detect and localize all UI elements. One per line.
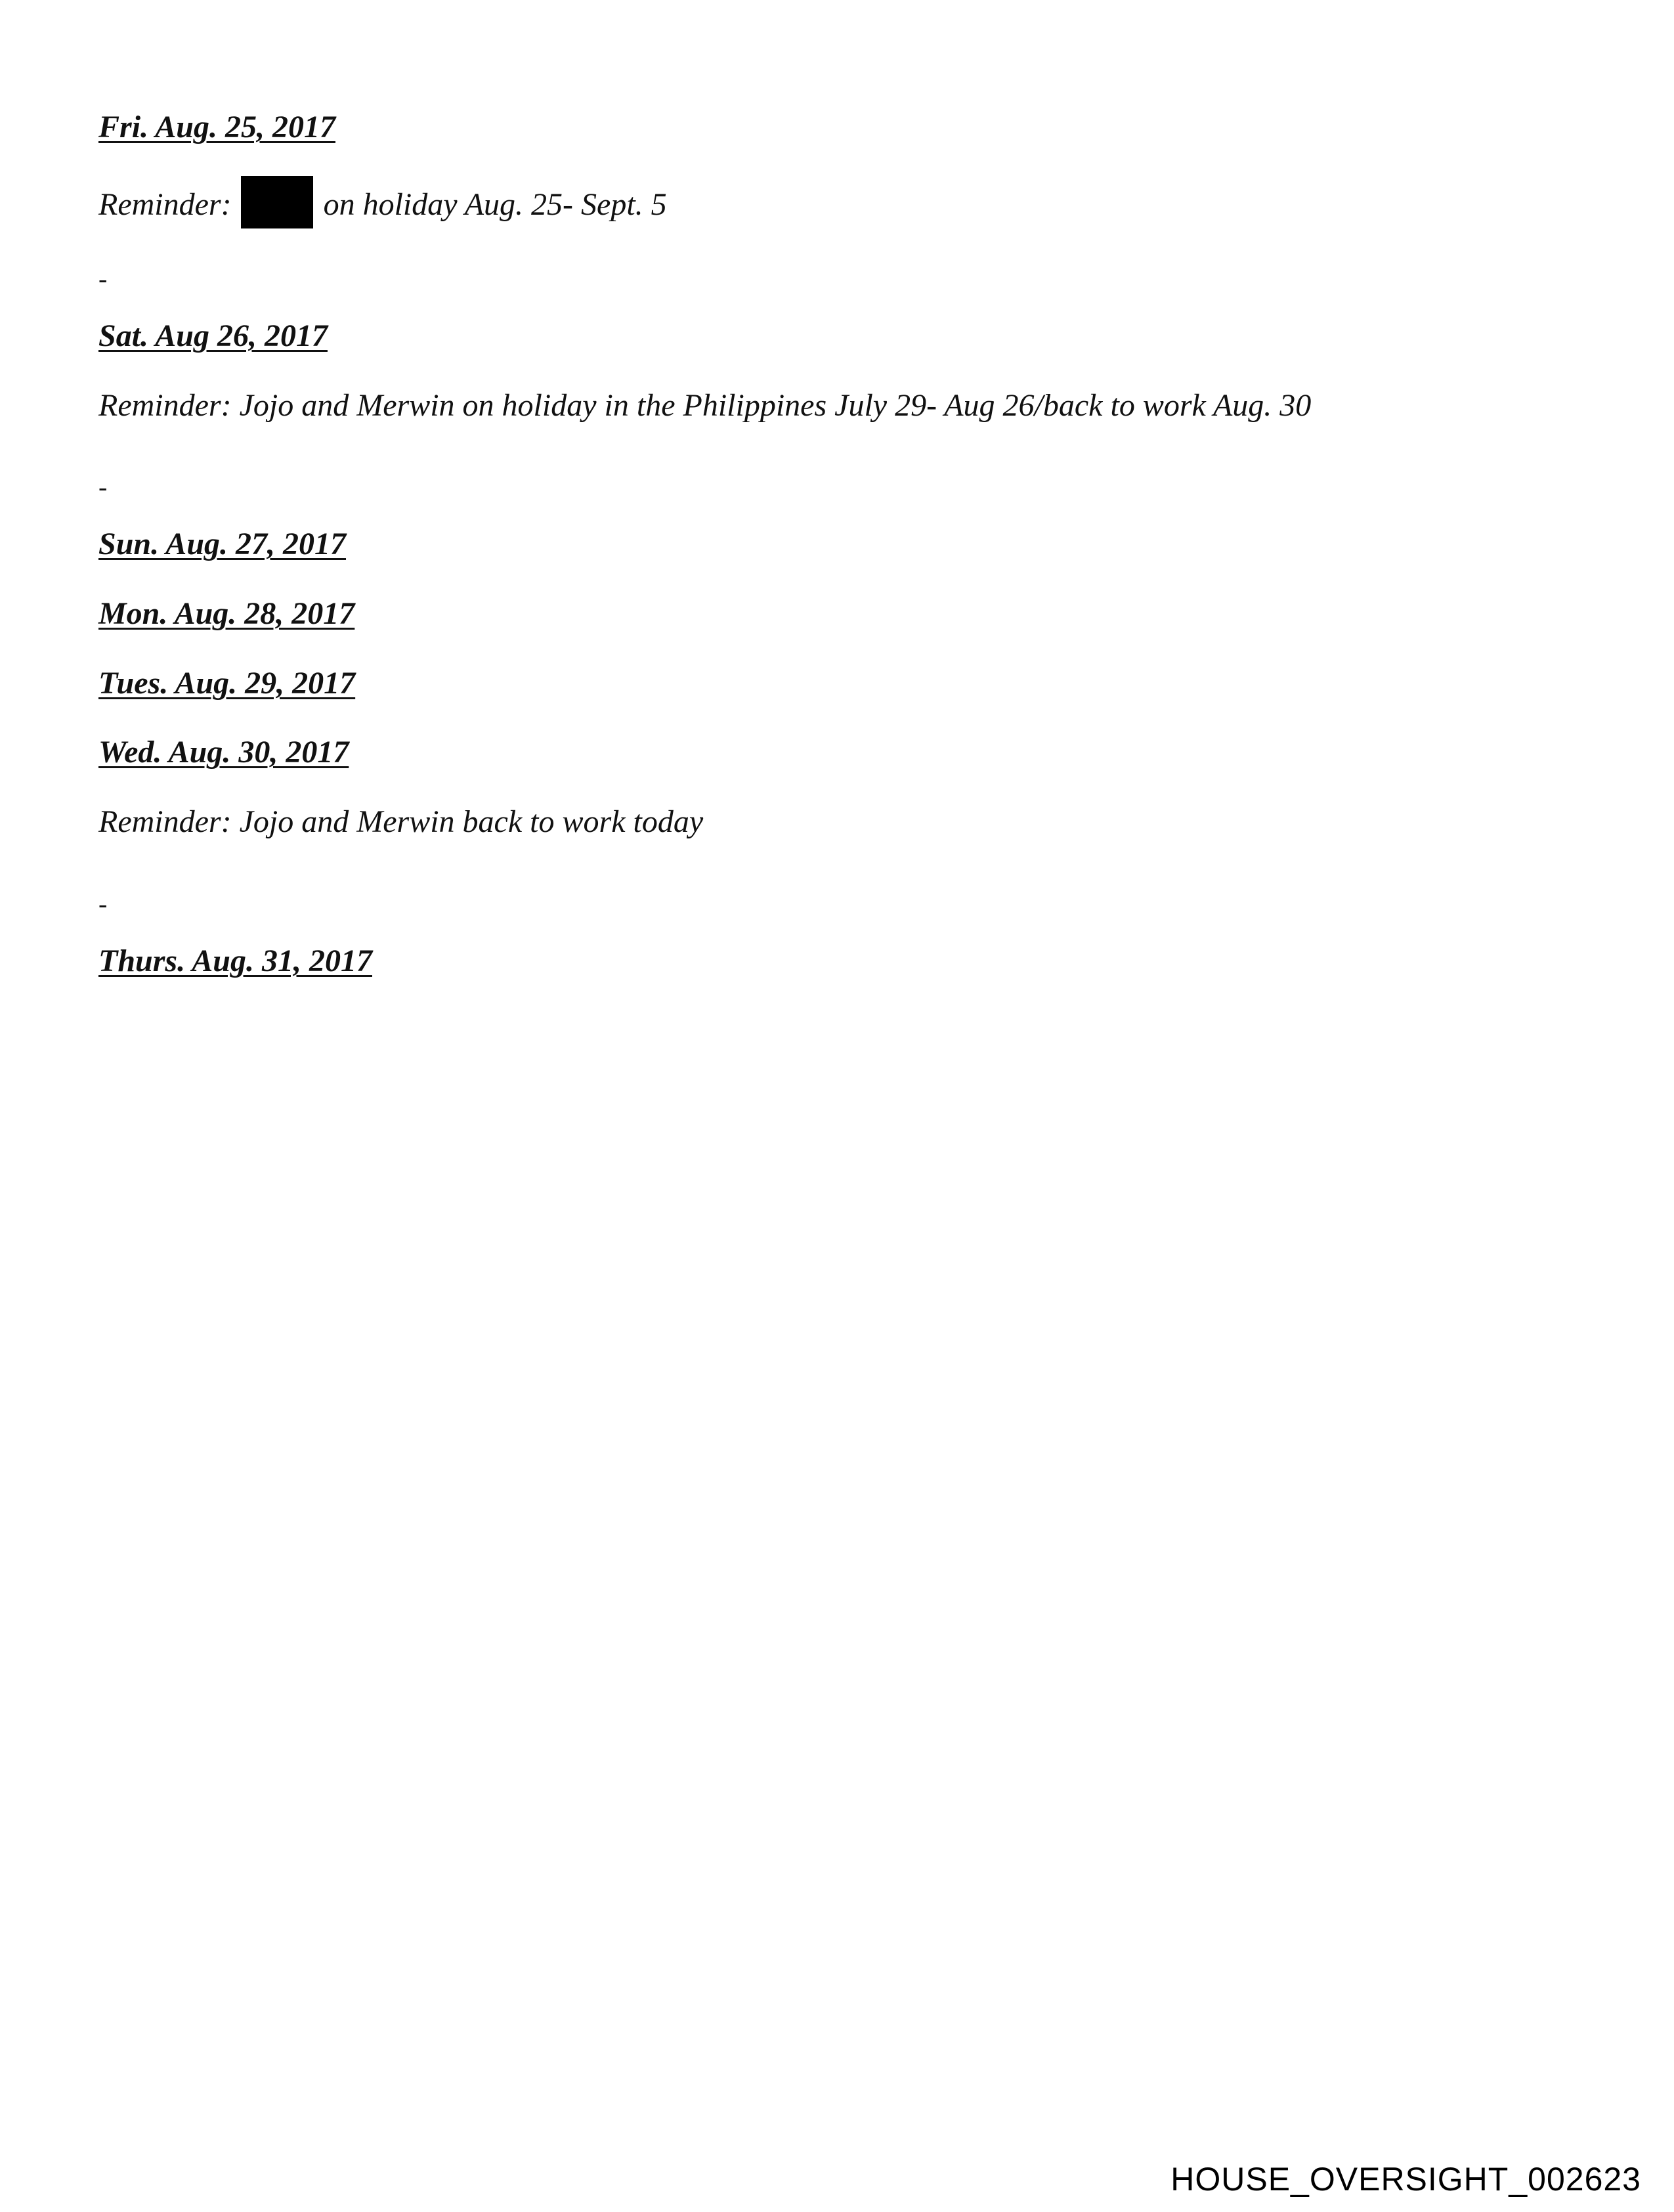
entry-reminder-wed-aug-30: Reminder: Jojo and Merwin back to work today bbox=[98, 804, 704, 839]
entry-date-mon-aug-28: Mon. Aug. 28, 2017 bbox=[98, 596, 355, 631]
entry-reminder-fri-aug-25 bbox=[98, 181, 667, 234]
separator-dash: - bbox=[98, 472, 108, 502]
separator-dash: - bbox=[98, 264, 108, 293]
entry-date-sat-aug-26: Sat. Aug 26, 2017 bbox=[98, 318, 328, 353]
bates-number-footer: HOUSE_OVERSIGHT_002623 bbox=[1170, 2161, 1641, 2198]
entry-reminder-sat-aug-26: Reminder: Jojo and Merwin on holiday in the Philippines July 29- Aug 26/back to work Aug. 30 bbox=[98, 388, 1312, 423]
entry-date-tues-aug-29: Tues. Aug. 29, 2017 bbox=[98, 666, 356, 701]
reminder-suffix: on holiday Aug. 25- Sept. 5 bbox=[323, 187, 667, 223]
separator-dash: - bbox=[98, 889, 108, 919]
entry-date-wed-aug-30: Wed. Aug. 30, 2017 bbox=[98, 735, 349, 770]
redaction-block bbox=[241, 176, 313, 228]
entry-date-thurs-aug-31: Thurs. Aug. 31, 2017 bbox=[98, 943, 372, 978]
reminder-prefix: Reminder: bbox=[98, 187, 232, 223]
entry-date-fri-aug-25: Fri. Aug. 25, 2017 bbox=[98, 110, 335, 144]
entry-date-sun-aug-27: Sun. Aug. 27, 2017 bbox=[98, 527, 347, 561]
